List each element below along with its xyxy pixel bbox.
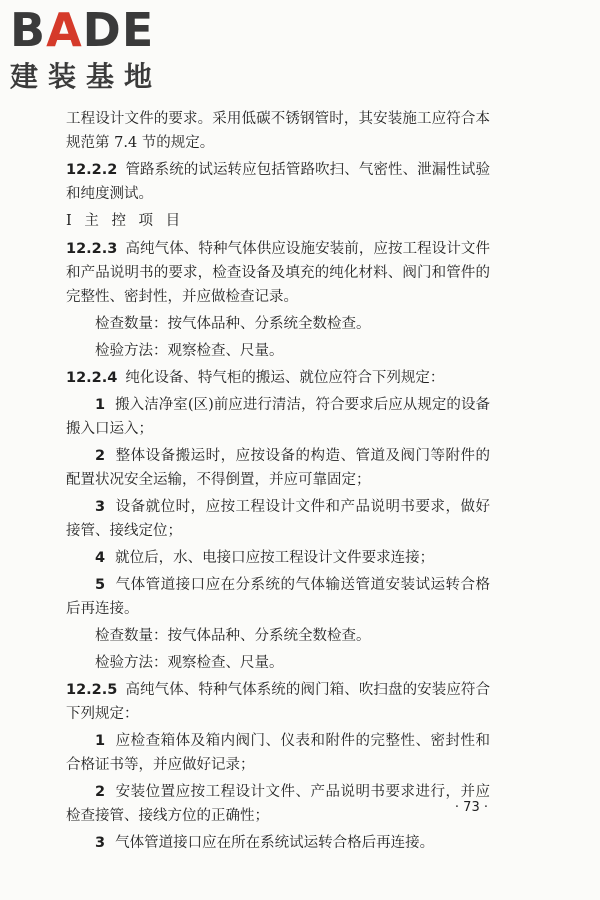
clause-number: 12.2.4 [66, 370, 118, 386]
list-item [66, 495, 490, 543]
clause-number: 12.2.5 [66, 682, 118, 698]
check-quantity: 检查数量：按气体品种、分系统全数检查。 [95, 628, 371, 644]
item-number: 3 [95, 835, 106, 851]
item-number: 1 [95, 397, 106, 413]
brand-logo [10, 3, 180, 96]
item-number: 2 [95, 784, 106, 800]
clause-text: 高纯气体、特种气体供应设施安装前，应按工程设计文件和产品说明书的要求，检查设备及填充的纯化材料、阀门和管件的完整性、密封性，并应做检查记录。 [66, 241, 490, 305]
item-text: 搬入洁净室(区)前应进行清洁，符合要求后应从规定的设备搬入口运入； [66, 397, 490, 437]
item-number: 3 [95, 499, 106, 515]
list-item [66, 729, 490, 777]
clause-12-2-5 [66, 678, 490, 726]
list-item [66, 444, 490, 492]
item-text: 气体管道接口应在分系统的气体输送管道安装试运转合格后再连接。 [66, 577, 490, 617]
clause-12-2-2 [66, 158, 490, 206]
page-number: · 73 · [454, 800, 488, 815]
logo-tagline: 建装基地 [10, 60, 163, 93]
item-text: 设备就位时，应按工程设计文件和产品说明书要求，做好接管、接线定位； [66, 499, 490, 539]
clause-12-2-3 [66, 237, 490, 309]
list-item [66, 831, 490, 855]
clause-number: 12.2.2 [66, 162, 118, 178]
item-text: 整体设备搬运时，应按设备的构造、管道及阀门等附件的配置状况安全运输，不得倒置，并应可靠固定； [66, 448, 490, 488]
check-method: 检验方法：观察检查、尺量。 [95, 655, 284, 671]
list-item [66, 573, 490, 621]
continuation-paragraph: 工程设计文件的要求。采用低碳不锈钢管时，其安装施工应符合本规范第 7.4 节的规定。 [66, 111, 490, 151]
logo-letters-2: DE [82, 3, 155, 57]
clause-12-2-4 [66, 366, 490, 390]
item-text: 气体管道接口应在所在系统试运转合格后再连接。 [115, 835, 435, 851]
item-text: 就位后，水、电接口应按工程设计文件要求连接； [115, 550, 435, 566]
section-heading: Ⅰ 主 控 项 目 [66, 213, 185, 229]
check-method: 检验方法：观察检查、尺量。 [95, 343, 284, 359]
clause-text: 纯化设备、特气柜的搬运、就位应符合下列规定： [125, 370, 445, 386]
clause-text: 管路系统的试运转应包括管路吹扫、气密性、泄漏性试验和纯度测试。 [66, 162, 490, 202]
document-body [66, 107, 490, 858]
check-quantity: 检查数量：按气体品种、分系统全数检查。 [95, 316, 371, 332]
logo-letters-1: B [10, 3, 47, 57]
item-text: 应检查箱体及箱内阀门、仪表和附件的完整性、密封性和合格证书等，并应做好记录； [66, 733, 490, 773]
item-number: 2 [95, 448, 106, 464]
logo-wordmark [10, 3, 180, 57]
item-text: 安装位置应按工程设计文件、产品说明书要求进行，并应检查接管、接线方位的正确性； [66, 784, 490, 824]
item-number: 4 [95, 550, 106, 566]
list-item [66, 393, 490, 441]
item-number: 5 [95, 577, 106, 593]
item-number: 1 [95, 733, 106, 749]
clause-text: 高纯气体、特种气体系统的阀门箱、吹扫盘的安装应符合下列规定： [66, 682, 490, 722]
clause-number: 12.2.3 [66, 241, 118, 257]
list-item [66, 546, 490, 570]
logo-letter-accent: A [46, 3, 83, 57]
